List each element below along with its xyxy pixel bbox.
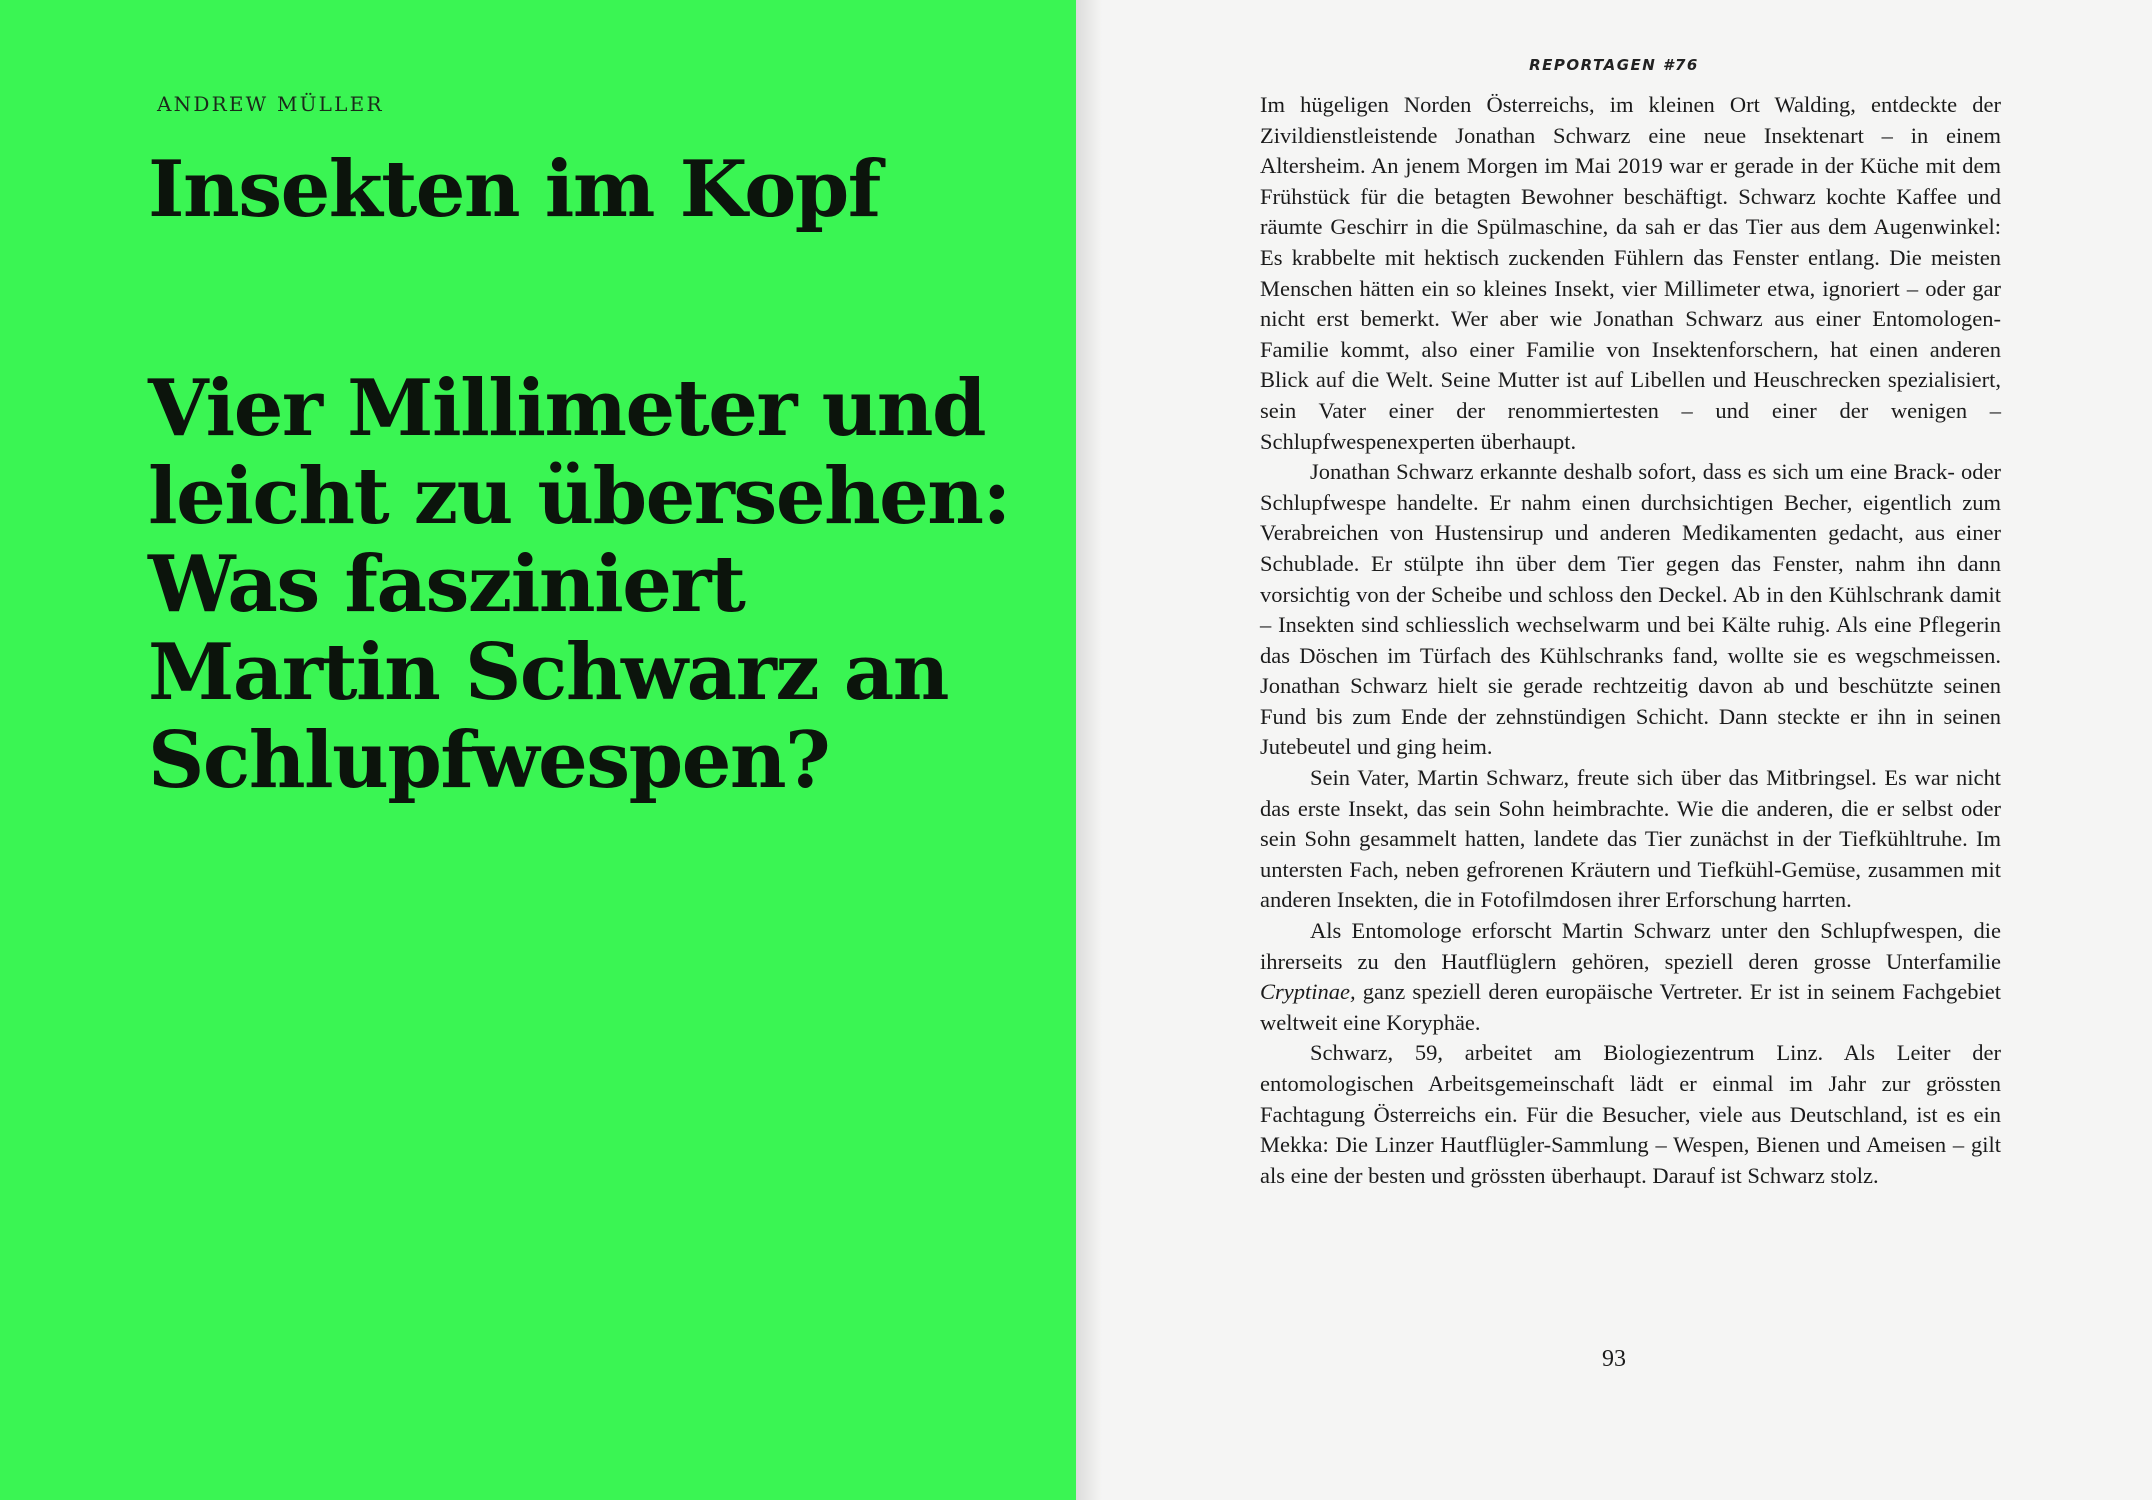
running-head: REPORTAGEN #76 <box>1529 56 1699 74</box>
body-paragraph-4 <box>1260 916 2001 1038</box>
article-subtitle: Vier Millimeter und leicht zu übersehen: Was fasziniert Martin Schwarz an Schlupfwespen? <box>148 363 1010 806</box>
body-paragraph-2: Jonathan Schwarz erkannte deshalb sofort, dass es sich um eine Brack- oder Schlupfwespe handelte. Er nahm einen durchsichtigen Becher, eigentlich zum Verabreichen von Hustensirup und anderen Medikamenten gedacht, aus einer Schublade. Er stülpte ihn über dem Tier gegen das Fenster, nahm ihn dann vorsichtig von der Scheibe und schloss den Deckel. Ab in den Kühlschrank damit – Insekten sind schliesslich wechselwarm und bei Kälte ruhig. Als eine Pflegerin das Döschen im Türfach des Kühlschranks fand, wollte sie es wegschmeissen. Jonathan Schwarz hielt sie gerade rechtzeitig davon ab und beschützte seinen Fund bis zum Ende der zehnstündigen Schicht. Dann steckte er ihn in seinen Jutebeutel und ging heim. <box>1260 459 2001 760</box>
body-paragraph-4-start: Als Entomologe erforscht Martin Schwarz unter den Schlupfwespen, die ihrerseits zu den Hautflüglern gehören, speziell deren grosse Unterfamilie <box>1260 918 2001 974</box>
page-number: 93 <box>1602 1346 1626 1372</box>
right-page <box>1076 0 2152 1500</box>
article-body <box>1260 90 2001 1191</box>
author-name: ANDREW MÜLLER <box>157 92 384 116</box>
body-paragraph-4-end: ganz speziell deren europäische Vertreter. Er ist in seinem Fachgebiet weltweit eine Koryphäe. <box>1260 979 2002 1035</box>
body-paragraph-1: Im hügeligen Norden Österreichs, im kleinen Ort Walding, entdeckte der Zivildienstleistende Jonathan Schwarz eine neue Insektenart – in einem Altersheim. An jenem Morgen im Mai 2019 war er gerade in der Küche mit dem Frühstück für die betagten Bewohner beschäftigt. Schwarz kochte Kaffee und räumte Geschirr in die Spülmaschine, da sah er das Tier aus dem Augenwinkel: Es krabbelte mit hektisch zuckenden Fühlern das Fenster entlang. Die meisten Menschen hätten ein so kleines Insekt, vier Millimeter etwa, ignoriert – oder gar nicht erst bemerkt. Wer aber wie Jonathan Schwarz aus einer Entomologen-Familie kommt, also einer Familie von Insektenforschern, hat einen anderen Blick auf die Welt. Seine Mutter ist auf Libellen und Heuschrecken spezialisiert, sein Vater einer der renommiertesten – und einer der wenigen – Schlupfwespenexperten überhaupt. <box>1260 92 2001 454</box>
taxon-name: Cryptinae, <box>1260 979 1356 1005</box>
article-title: Insekten im Kopf <box>148 144 880 235</box>
gutter-shadow <box>1076 0 1102 1500</box>
body-paragraph-3: Sein Vater, Martin Schwarz, freute sich über das Mitbringsel. Es war nicht das erste Insekt, das sein Sohn heimbrachte. Wie die anderen, die er selbst oder sein Sohn gesammelt hatten, landete das Tier zunächst in der Tiefkühltruhe. Im untersten Fach, neben gefrorenen Kräutern und Tiefkühl-Gemüse, zusammen mit anderen Insekten, die in Fotofilmdosen ihrer Erforschung harrten. <box>1260 765 2001 913</box>
body-paragraph-5: Schwarz, 59, arbeitet am Biologiezentrum Linz. Als Leiter der entomologischen Arbeitsgemeinschaft lädt er einmal im Jahr zur grössten Fachtagung Österreichs ein. Für die Besucher, viele aus Deutschland, ist es ein Mekka: Die Linzer Hautflügler-Sammlung – Wespen, Bienen und Ameisen – gilt als eine der besten und grössten überhaupt. Darauf ist Schwarz stolz. <box>1260 1040 2001 1188</box>
